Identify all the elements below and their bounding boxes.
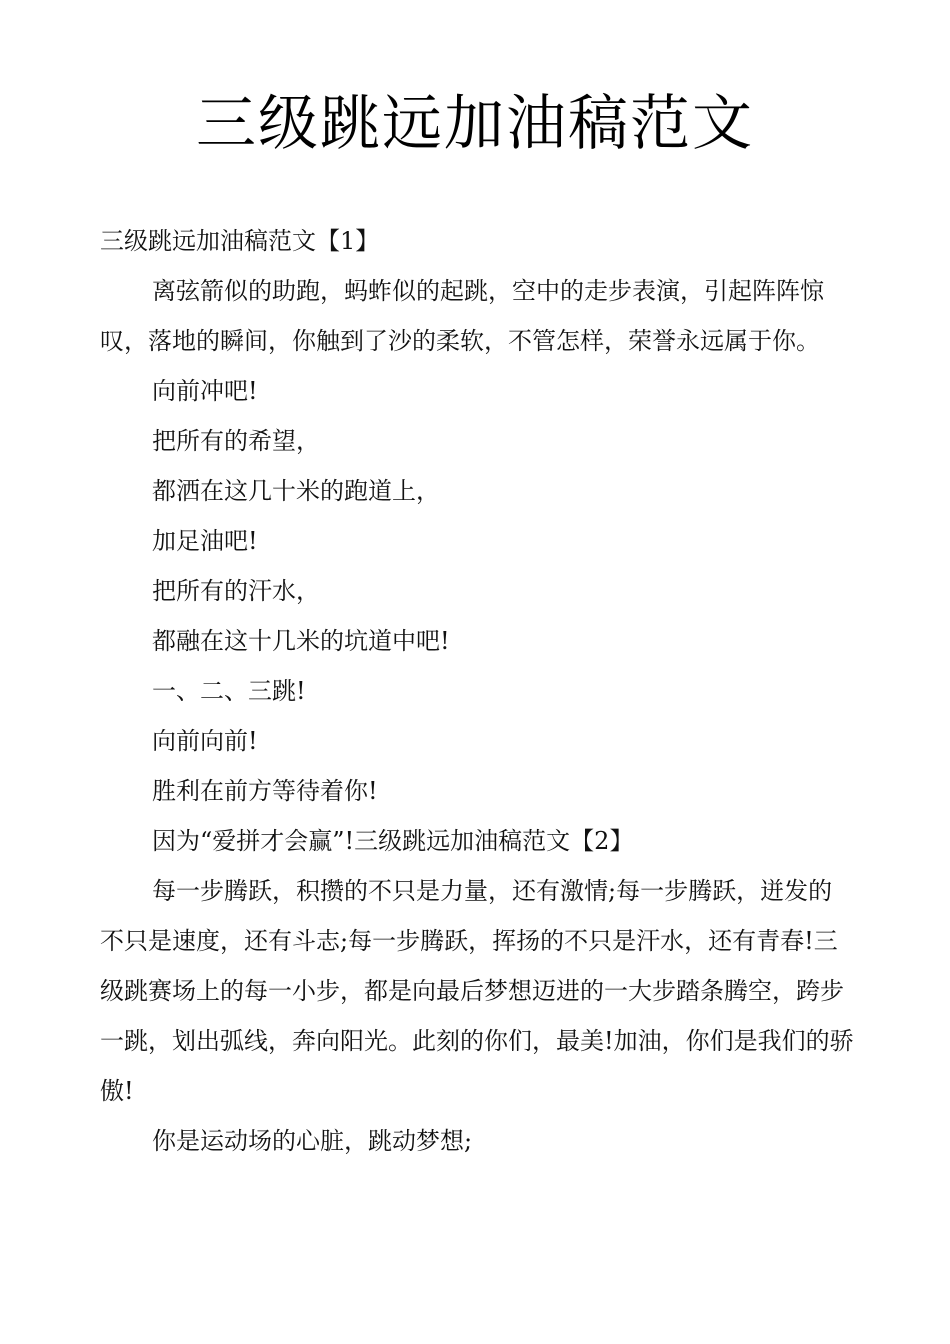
- document-body: [100, 216, 855, 1166]
- poem-line: 把所有的希望，: [152, 427, 320, 455]
- poem-line: 向前冲吧!: [152, 377, 258, 405]
- paragraph-1: 离弦箭似的助跑，蚂蚱似的起跳，空中的走步表演，引起阵阵惊叹，落地的瞬间，你触到了沙的柔软，不管怎样，荣誉永远属于你。: [100, 277, 824, 355]
- poem-line: 一、二、三跳!: [152, 677, 306, 705]
- poem-line: 都洒在这几十米的跑道上，: [152, 477, 440, 505]
- poem-line: 加足油吧!: [152, 527, 258, 555]
- paragraph-2: 每一步腾跃，积攒的不只是力量，还有激情;每一步腾跃，迸发的不只是速度，还有斗志;每一步腾跃，挥扬的不只是汗水，还有青春!三级跳赛场上的每一小步，都是向最后梦想迈进的一大步踏条腾空，跨步一跳，划出弧线，奔向阳光。此刻的你们，最美!加油，你们是我们的骄傲!: [100, 877, 854, 1105]
- poem-line: 把所有的汗水，: [152, 577, 320, 605]
- last-line: 你是运动场的心脏，跳动梦想;: [152, 1127, 473, 1155]
- document-title: 三级跳远加油稿范文: [196, 89, 754, 159]
- section-heading-2-line: 因为“爱拼才会赢”!三级跳远加油稿范文【2】: [152, 827, 634, 855]
- poem-line: 胜利在前方等待着你!: [152, 777, 378, 805]
- section-heading-1: 三级跳远加油稿范文【1】: [100, 227, 380, 255]
- poem-line: 都融在这十几米的坑道中吧!: [152, 627, 450, 655]
- poem-line: 向前向前!: [152, 727, 258, 755]
